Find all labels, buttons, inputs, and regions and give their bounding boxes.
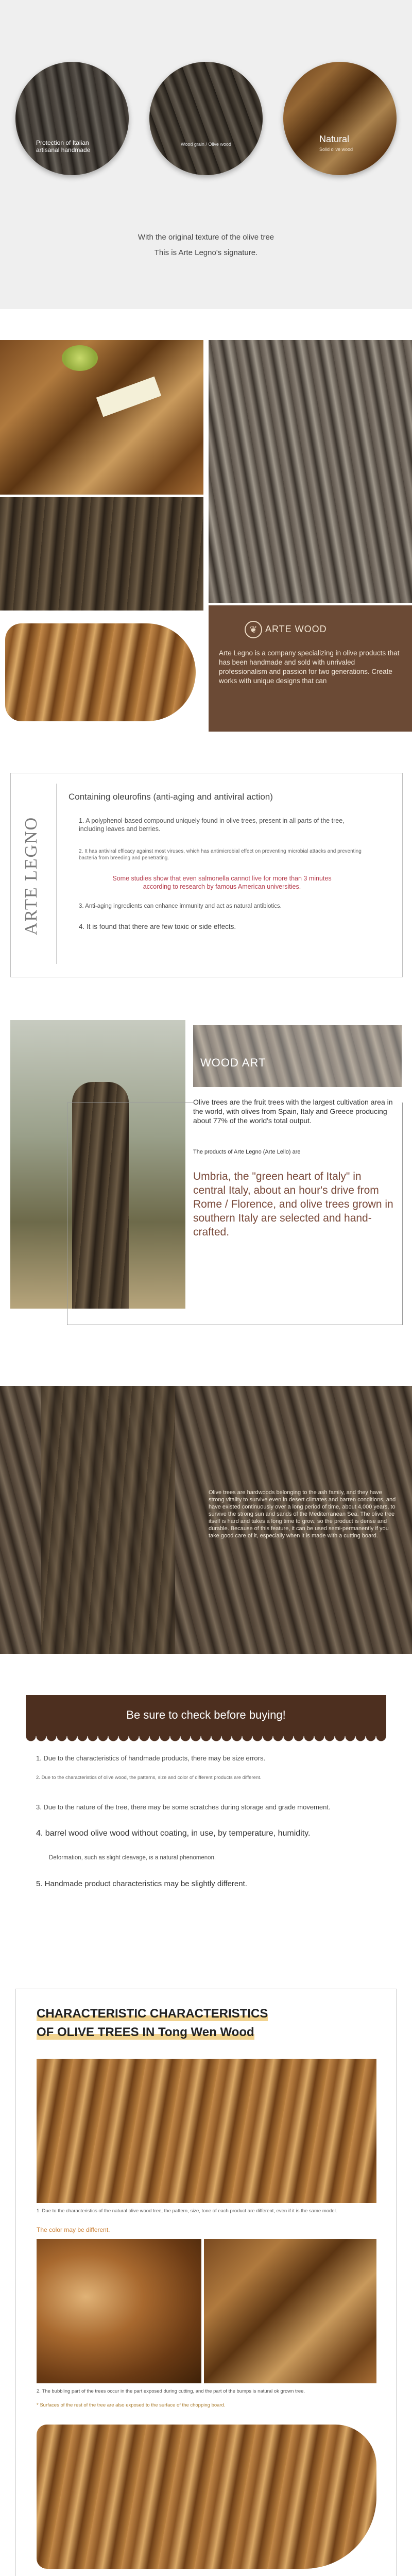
benefits-p4: 3. Anti-aging ingredients can enhance immunity and act as natural antibiotics.	[79, 903, 282, 909]
checklist-scallop	[26, 1736, 386, 1742]
char-note-2: 2. The bubbling part of the trees occur in the part exposed during cutting, and the part of the bumps is natural ok grown tree.	[37, 2388, 305, 2394]
benefits-p2: 2. It has antiviral efficacy against most viruses, which has antimicrobial effect on preventing microbial attacks and preventing bacteria from breeding and penetrating.	[79, 849, 362, 861]
hero-caption-line2: This is Arte Legno's signature.	[154, 248, 258, 257]
characteristics-frame	[15, 1989, 397, 2576]
benefits-divider	[56, 784, 57, 964]
photo-olive-trunk	[0, 497, 203, 611]
characteristics-title-1: CHARACTERISTIC CHARACTERISTICS	[37, 2007, 268, 2021]
checklist-item-4: 4. barrel wood olive wood without coating, in use, by temperature, humidity.	[36, 1829, 311, 1838]
benefits-section	[0, 768, 412, 984]
checklist-item-2: 2. Due to the characteristics of olive wood, the patterns, size and color of different products are different.	[36, 1775, 262, 1781]
olive-text-body: Olive trees are hardwoods belonging to the ash family, and they have strong vitality to survive even in desert climates and barren conditions, and have existed continuously over a long period of time, about 4,000 years, to survive the strong sun and sands of the Mediterranean Sea. The olive tree itself is hard and takes a long time to grow, so the product is dense and durable. Because of this feature, it can be used semi-permanently if you take good care of it, especially when it is made with a cutting board.	[209, 1489, 396, 1539]
checklist-section	[0, 1695, 412, 1953]
checklist-body	[26, 1747, 386, 1942]
char-photo-3	[37, 2425, 376, 2576]
checklist-item-1: 1. Due to the characteristics of handmade products, there may be size errors.	[36, 1754, 266, 1762]
photo-cutting-board	[0, 613, 203, 732]
benefits-p1: 1. A polyphenol-based compound uniquely found in olive trees, present in all parts of the tree, including leaves and berries.	[79, 817, 345, 833]
hero-circle-1	[15, 62, 129, 175]
hero-section	[0, 0, 412, 309]
woodart-section	[0, 1020, 412, 1350]
hero-circle-2	[149, 62, 263, 175]
olive-tree-trunk	[41, 1386, 175, 1654]
char-note-1-highlight: The color may be different.	[37, 2226, 110, 2233]
woodart-p1: Olive trees are the fruit trees with the largest cultivation area in the world, with olives from Spain, Italy and Greece producing about 77% of the world's total output.	[193, 1098, 393, 1125]
about-section	[0, 340, 412, 732]
benefits-p5: 4. It is found that there are few toxic or side effects.	[79, 923, 236, 930]
hero-circle-1-title: Protection of Italian artisanal handmade	[36, 139, 91, 154]
characteristics-title-2: OF OLIVE TREES IN Tong Wen Wood	[37, 2025, 254, 2039]
hero-circle-3-subtitle: Solid olive wood	[319, 147, 353, 152]
about-panel	[209, 605, 412, 732]
benefits-side-title	[16, 789, 47, 959]
benefits-heading: Containing oleurofins (anti-aging and antiviral action)	[68, 792, 273, 802]
benefits-side-title-text: ARTE LEGNO	[22, 816, 41, 936]
cheese-decoration	[96, 377, 161, 417]
about-description: Arte Legno is a company specializing in olive products that has been handmade and sold with unrivaled professionalism and passion for two generations. Create works with unique designs that can	[219, 649, 400, 685]
char-note-1: 1. Due to the characteristics of the natural olive wood tree, the pattern, size, tone of each product are different, even if it is the same model.	[37, 2208, 337, 2214]
checklist-title: Be sure to check before buying!	[126, 1708, 286, 1721]
checklist-item-5: Deformation, such as slight cleavage, is a natural phenomenon.	[49, 1855, 216, 1861]
checklist-header	[26, 1695, 386, 1736]
photo-tree-bark	[209, 340, 412, 603]
grapes-decoration	[62, 345, 98, 371]
photo-board-with-cheese	[0, 340, 203, 495]
char-note-2-highlight: * Surfaces of the rest of the tree are also exposed to the surface of the chopping board.	[37, 2402, 226, 2408]
woodart-title-bar	[193, 1025, 402, 1087]
woodart-title: WOOD ART	[200, 1056, 266, 1069]
characteristics-section	[0, 1989, 412, 2576]
woodart-p2: The products of Arte Legno (Arte Lello) are	[193, 1149, 301, 1155]
char-photo-1	[37, 2059, 376, 2203]
woodart-quote: Umbria, the "green heart of Italy" in central Italy, about an hour's drive from Rome / Florence, and olive trees grown in southern Italy are selected and hand-crafted.	[193, 1171, 393, 1238]
hero-circle-3	[283, 62, 397, 175]
about-logo-text: ARTE WOOD	[265, 624, 327, 634]
char-photo-2b	[204, 2239, 376, 2383]
char-photo-2a	[37, 2239, 201, 2383]
woodart-text-panel	[193, 1092, 402, 1324]
hero-circle-3-title: Natural	[319, 134, 350, 144]
olive-leaf-icon: ❦	[245, 621, 262, 638]
hero-caption-line1: With the original texture of the olive tree	[138, 233, 274, 242]
hero-circle-2-title: Wood grain / Olive wood	[181, 142, 231, 147]
olive-text-section	[0, 1386, 412, 1654]
checklist-item-3: 3. Due to the nature of the tree, there may be some scratches during storage and grade movement.	[36, 1803, 331, 1811]
benefits-box	[10, 773, 403, 977]
benefits-p3: Some studies show that even salmonella cannot live for more than 3 minutes according to research by famous American universities.	[112, 875, 332, 890]
checklist-item-6: 5. Handmade product characteristics may be slightly different.	[36, 1879, 247, 1888]
